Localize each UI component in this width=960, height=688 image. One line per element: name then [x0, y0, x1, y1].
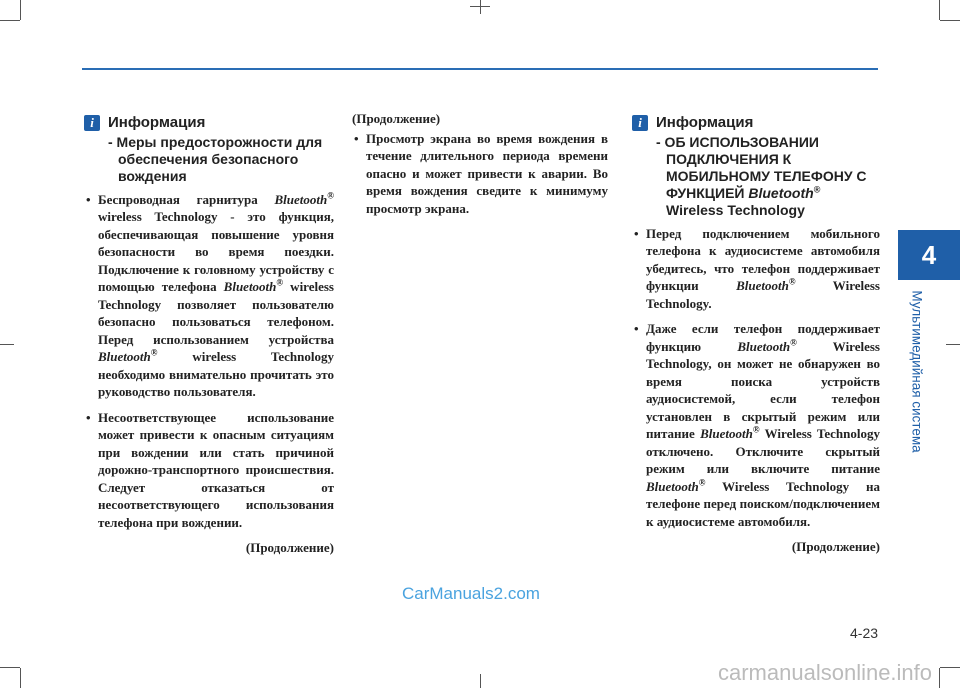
crop-mark [939, 0, 940, 20]
crop-mark [0, 667, 20, 668]
watermark-link[interactable]: CarManuals2.com [402, 584, 540, 603]
info-icon: i [632, 115, 648, 131]
bullet-item: • Просмотр экрана во время вождения в течение длительного периода времени опасно и может привести к аварии. Во время вождения сведите к минимуму просмотр экрана. [352, 130, 608, 218]
bullet-item: • Несоответствующее использование может привести к опасным ситуациям при вождении или стать причиной дорожно-транспортного происшествия. Следует отказаться от несоответствующего использования телефона при вождении. [84, 409, 334, 532]
info-subtitle: - Меры предосторожности для обеспечения безопасного вождения [108, 133, 323, 184]
crop-mark [470, 6, 490, 7]
crop-mark [946, 344, 960, 345]
watermark-footer: carmanualsonline.info [718, 660, 933, 685]
bullet-item: • Перед подключением мобильного телефона к аудиосистеме автомобиля убедитесь, что телефон поддерживает функции Bluetooth® Wireless Technology. [632, 225, 880, 313]
info-subtitle: - ОБ ИСПОЛЬЗОВАНИИ ПОДКЛЮЧЕНИЯ К МОБИЛЬНОМУ ТЕЛЕФОНУ С ФУНКЦИЕЙ Bluetooth® Wireless Technology [656, 133, 867, 218]
info-header [632, 114, 880, 132]
crop-mark [480, 674, 481, 688]
crop-mark [0, 344, 14, 345]
continued-label: (Продолжение) [352, 111, 441, 126]
header-rule [82, 68, 878, 70]
column-3 [632, 114, 880, 556]
column-2 [352, 110, 608, 225]
info-icon: i [84, 115, 100, 131]
crop-mark [480, 0, 481, 14]
info-header [84, 114, 334, 132]
chapter-tab: 4 [898, 230, 960, 280]
crop-mark [940, 667, 960, 668]
page-number: 4-23 [850, 625, 879, 641]
continued-label: (Продолжение) [791, 539, 880, 554]
crop-mark [940, 20, 960, 21]
crop-mark [20, 668, 21, 688]
info-title: Информация [656, 114, 754, 131]
continued-label: (Продолжение) [245, 540, 334, 555]
chapter-vertical-title: Мультимедийная система [904, 280, 930, 460]
crop-mark [0, 20, 20, 21]
crop-mark [20, 0, 21, 20]
bullet-item: • Даже если телефон поддерживает функцию Bluetooth® Wireless Technology, он может не обнаружен во время поиска устройств аудиосистемой, если телефон установлен в скрытый режим или питание Bluetooth® Wireless Technology отключено. Отключите скрытый режим или включите питание Bluetooth® Wireless Technology на телефоне перед поиском/подключением к аудиосистеме автомобиля. [632, 320, 880, 530]
info-title: Информация [108, 114, 206, 131]
bullet-item: • Беспроводная гарнитура Bluetooth® wireless Technology - это функция, обеспечивающая повышение уровня безопасности во время поездки. Подключение к головному устройству с помощью телефона Bluetooth® wireless Technology позволяет пользователю безопасно пользоваться телефоном. Перед использованием устройства Bluetooth® wireless Technology необходимо внимательно прочитать это руководство пользователя. [84, 191, 334, 401]
crop-mark [939, 668, 940, 688]
column-1 [84, 114, 334, 557]
